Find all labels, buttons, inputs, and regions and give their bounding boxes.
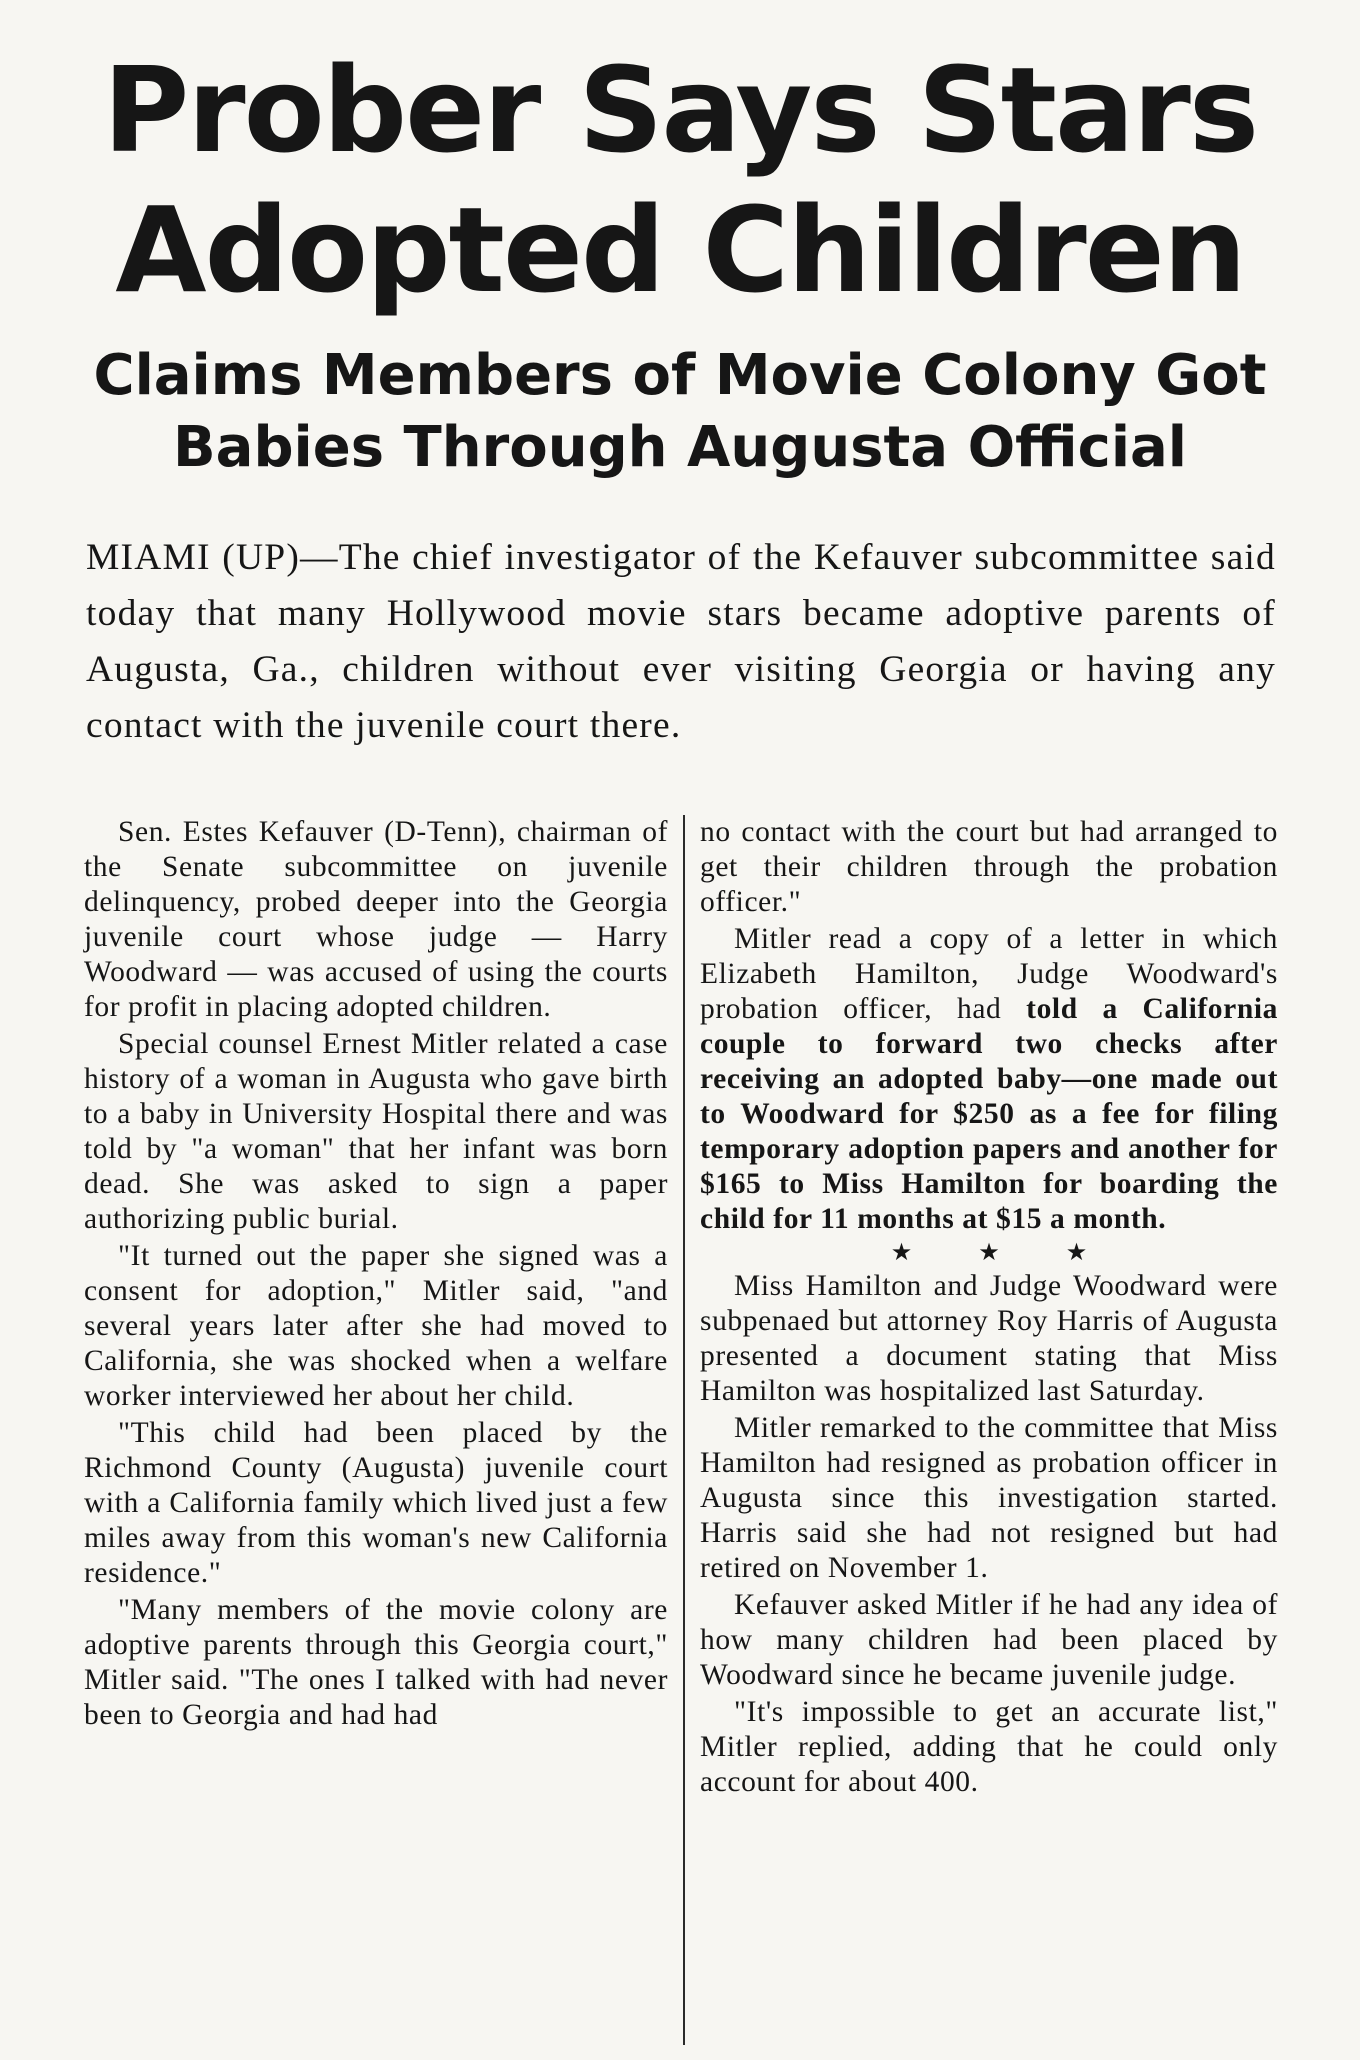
paragraph: Mitler remarked to the committee that Miss Hamilton had resigned as probation officer in Augusta since this investigation started. Harris said she had not resigned but had retired on November 1. bbox=[700, 1412, 1278, 1584]
paragraph: "It turned out the paper she signed was a consent for adoption," Mitler said, "and several years later after she had moved to California, she was shocked when a welfare worker interviewed her about her child. bbox=[84, 1240, 668, 1412]
right-column bbox=[700, 815, 1278, 1800]
left-column bbox=[84, 815, 668, 1733]
paragraph: Kefauver asked Mitler if he had any idea of how many children had been placed by Woodward since he became juvenile judge. bbox=[700, 1589, 1278, 1691]
section-stars: ★ ★ ★ bbox=[890, 1240, 1118, 1266]
paragraph bbox=[700, 922, 1278, 1237]
paragraph: "It's impossible to get an accurate list," Mitler replied, adding that he could only account for about 400. bbox=[700, 1696, 1278, 1798]
paragraph: Special counsel Ernest Mitler related a case history of a woman in Augusta who gave birth to a baby in University Hospital there and was told by "a woman" that her infant was born dead. She was asked to sign a paper authorizing public burial. bbox=[84, 1028, 668, 1235]
paragraph: Miss Hamilton and Judge Woodward were subpenaed but attorney Roy Harris of Augusta presented a document stating that Miss Hamilton was hospitalized last Saturday. bbox=[700, 1270, 1278, 1407]
lede-paragraph: MIAMI (UP)—The chief investigator of the Kefauver subcommittee said today that many Hollywood movie stars became adoptive parents of Augusta, Ga., children without ever visiting Georgia or having any contact with the juvenile court there. bbox=[86, 537, 1276, 746]
headline: Prober Says Stars Adopted Children bbox=[102, 41, 1258, 319]
paragraph: "Many members of the movie colony are adoptive parents through this Georgia court," Mitler said. "The ones I talked with had never been to Georgia and had had bbox=[84, 1594, 668, 1731]
paragraph-text: Mitler read a copy of a letter in which Elizabeth Hamilton, Judge Woodward's probation officer, had bbox=[700, 923, 1278, 1025]
paragraph: Sen. Estes Kefauver (D-Tenn), chairman of the Senate subcommittee on juvenile delinquency, probed deeper into the Georgia juvenile court whose judge — Harry Woodward — was accused of using the courts for profit in placing adopted children. bbox=[84, 816, 668, 1023]
column-divider bbox=[683, 815, 685, 2045]
paragraph-bold-text: told a California couple to forward two checks after receiving an adopted baby—one made out to Woodward for $250 as a fee for filing temporary adoption papers and another for $165 to Miss Hamilton for boarding the child for 11 months at $15 a month. bbox=[700, 993, 1279, 1235]
paragraph: "This child had been placed by the Richmond County (Augusta) juvenile court with a California family which lived just a few miles away from this woman's new California residence." bbox=[84, 1417, 668, 1589]
paragraph-continuation: no contact with the court but had arranged to get their children through the probation officer." bbox=[700, 816, 1278, 918]
subheadline: Claims Members of Movie Colony Got Babies Through Augusta Official bbox=[93, 343, 1267, 480]
